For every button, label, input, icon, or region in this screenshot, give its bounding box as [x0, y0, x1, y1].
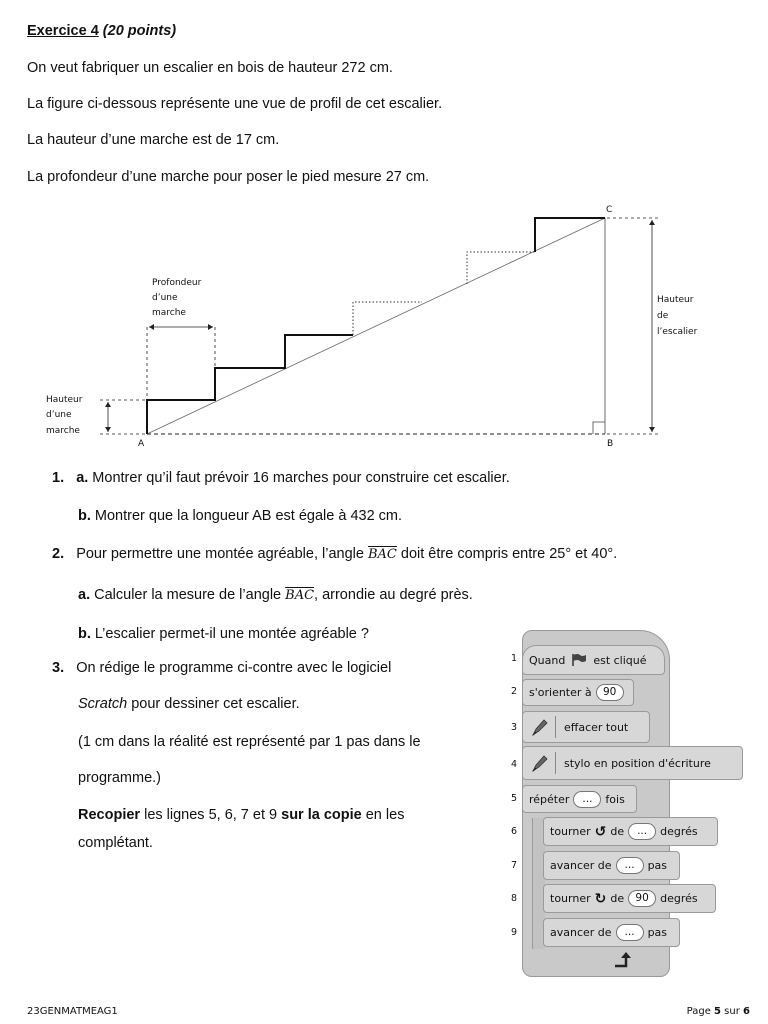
- label-stair-height-3: l’escalier: [657, 327, 698, 337]
- label-depth-1: Profondeur: [152, 278, 202, 288]
- block-point-direction[interactable]: s'orienter à 90: [522, 679, 634, 706]
- label-step-height-1: Hauteur: [46, 395, 83, 405]
- question-3-line-2: Scratch pour dessiner cet escalier.: [78, 696, 300, 712]
- steps-dotted-2: [467, 252, 535, 284]
- label-depth-2: d’une: [152, 293, 178, 303]
- question-1a: 1. a. Montrer qu’il faut prévoir 16 marches pour construire cet escalier.: [52, 470, 510, 486]
- question-2: 2. Pour permettre une montée agréable, l’angle $\overline{BAC}$ doit être compris entre 25° et 40°.: [52, 546, 618, 562]
- intro-line-1: On veut fabriquer un escalier en bois de hauteur 272 cm.: [27, 60, 393, 76]
- point-a-label: A: [138, 439, 145, 449]
- loop-arrow-icon: [612, 951, 634, 969]
- question-1b: b. Montrer que la longueur AB est égale à 432 cm.: [78, 508, 403, 524]
- question-3-line-1: 3. On rédige le programme ci-contre avec le logiciel: [52, 660, 392, 676]
- block-clear[interactable]: effacer tout: [522, 711, 650, 743]
- block-turn-right[interactable]: tourner ↻ de 90 degrés: [543, 884, 716, 913]
- question-3-line-5: Recopier les lignes 5, 6, 7 et 9 sur la copie en les: [78, 807, 405, 823]
- block-turn-left[interactable]: tourner ↺ de ... degrés: [543, 817, 718, 846]
- pen-icon-2: [529, 752, 556, 774]
- label-stair-height-2: de: [657, 311, 669, 321]
- question-3-line-3: (1 cm dans la réalité est représenté par 1 pas dans le: [78, 734, 421, 750]
- angle-bac: $\overline{BAC}$: [367, 547, 397, 562]
- block-move-2[interactable]: avancer de ... pas: [543, 918, 680, 947]
- label-stair-height-1: Hauteur: [657, 295, 694, 305]
- question-2a: a. Calculer la mesure de l’angle $\overline{BAC}$, arrondie au degré près.: [78, 587, 473, 603]
- staircase-figure: [40, 200, 720, 455]
- direction-input[interactable]: 90: [596, 684, 624, 701]
- exercise-points: (20 points): [102, 23, 177, 39]
- question-2b: b. L’escalier permet-il une montée agréable ?: [78, 626, 369, 642]
- point-b-label: B: [607, 439, 614, 449]
- question-3-line-4: programme.): [78, 770, 161, 786]
- exercise-number: Exercice 4: [27, 23, 99, 39]
- slope-line-ac: [147, 218, 605, 434]
- intro-line-4: La profondeur d’une marche pour poser le pied mesure 27 cm.: [27, 169, 430, 185]
- pen-icon: [529, 716, 556, 738]
- block-move-1[interactable]: avancer de ... pas: [543, 851, 680, 880]
- block-when-flag-clicked[interactable]: Quand est cliqué: [522, 645, 665, 675]
- move-steps-input-1[interactable]: ...: [616, 857, 644, 874]
- green-flag-icon: [570, 653, 588, 667]
- block-repeat[interactable]: répéter ... fois: [522, 785, 637, 813]
- label-step-height-3: marche: [46, 426, 80, 436]
- label-depth-3: marche: [152, 308, 186, 318]
- footer-code: 23GENMATMEAG1: [27, 1006, 118, 1017]
- point-c-label: C: [606, 205, 613, 215]
- move-steps-input-2[interactable]: ...: [616, 924, 644, 941]
- rotate-left-icon: ↺: [594, 823, 607, 840]
- rotate-right-icon: ↻: [594, 890, 607, 907]
- turn-left-degrees-input[interactable]: ...: [628, 823, 656, 840]
- block-pen-down[interactable]: stylo en position d'écriture: [522, 746, 743, 780]
- question-3-line-6: complétant.: [78, 835, 153, 851]
- intro-line-3: La hauteur d’une marche est de 17 cm.: [27, 132, 280, 148]
- intro-line-2: La figure ci-dessous représente une vue de profil de cet escalier.: [27, 96, 443, 112]
- angle-bac-2: $\overline{BAC}$: [285, 588, 315, 603]
- label-step-height-2: d’une: [46, 410, 72, 420]
- steps-dotted-1: [353, 302, 422, 335]
- repeat-count-input[interactable]: ...: [573, 791, 601, 808]
- right-angle-mark: [593, 422, 605, 434]
- footer-page: Page 5 sur 6: [686, 1006, 750, 1017]
- turn-right-degrees-input[interactable]: 90: [628, 890, 656, 907]
- exercise-title: [27, 23, 176, 39]
